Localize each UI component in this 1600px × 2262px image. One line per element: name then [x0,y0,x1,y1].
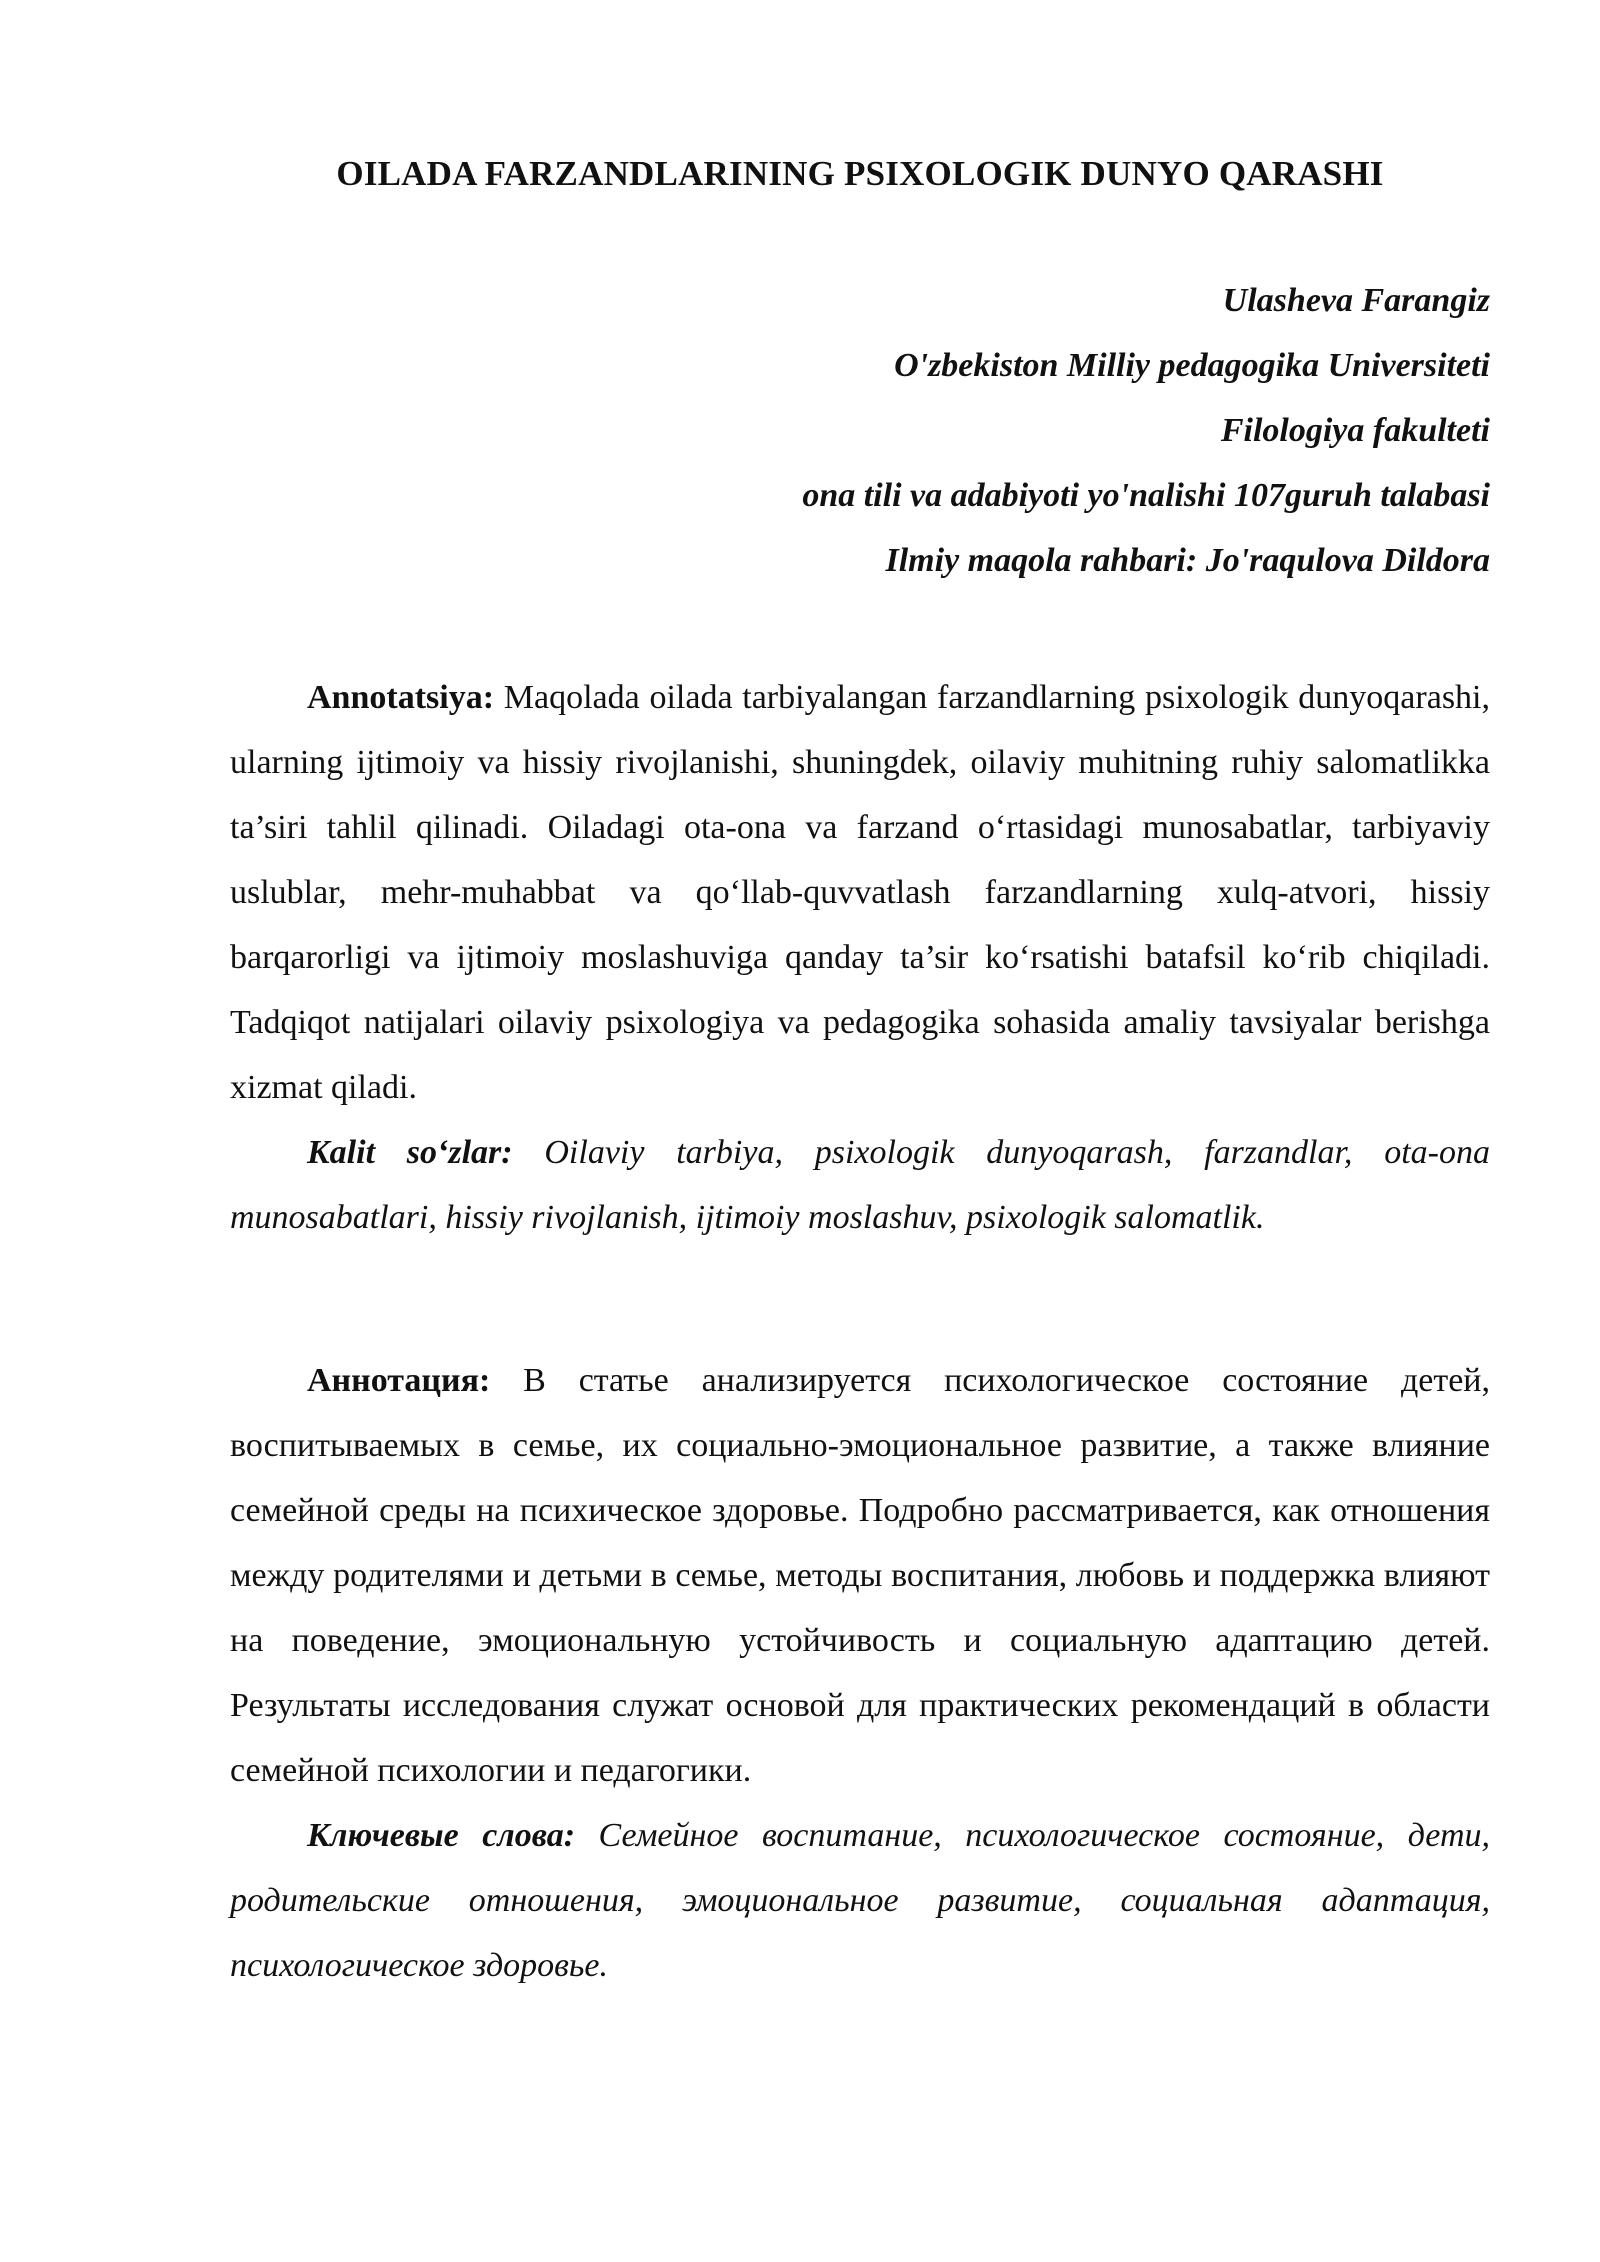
author-faculty: Filologiya fakulteti [1220,412,1490,449]
annotation-ru-label: Аннотация: [307,1362,491,1399]
keywords-uz [230,1120,1490,1250]
article-title: OILADA FARZANDLARINING PSIXOLOGIK DUNYO QARASHI [336,154,1384,193]
keywords-uz-label: Kalit so‘zlar: [307,1134,513,1171]
article-body [230,150,1490,1998]
author-name: Ulasheva Farangiz [1222,282,1490,319]
annotation-ru-text: В статье анализируется психологическое состояние детей, воспитываемых в семье, их социально-эмоциональное развитие, а также влияние семейной среды на психическое здоровье. Подробно рассматривается, как отношения между родителями и детьми в семье, методы воспитания, любовь и поддержка влияют на поведение, эмоциональную устойчивость и социальную адаптацию детей. Результаты исследования служат основой для практических рекомендаций в области семейной психологии и педагогики. [230,1362,1490,1789]
author-university: O'zbekiston Milliy pedagogika Universiteti [894,347,1490,384]
keywords-uz-text: Oilaviy tarbiya, psixologik dunyoqarash, farzandlar, ota-ona munosabatlari, hissiy rivojlanish, ijtimoiy moslashuv, psixologik salomatlik. [230,1134,1490,1236]
keywords-ru [230,1803,1490,1998]
author-group: ona tili va adabiyoti yo'nalishi 107guruh talabasi [802,477,1490,514]
annotation-ru [230,1348,1490,1803]
keywords-ru-label: Ключевые слова: [307,1817,576,1854]
author-info [230,268,1490,593]
author-supervisor: Ilmiy maqola rahbari: Jo'raqulova Dildora [885,542,1490,579]
annotation-uz [230,665,1490,1120]
annotation-uz-label: Annotatsiya: [307,679,495,716]
keywords-ru-text: Семейное воспитание, психологическое состояние, дети, родительские отношения, эмоциональное развитие, социальная адаптация, психологическое здоровье. [230,1817,1490,1984]
annotation-uz-text: Maqolada oilada tarbiyalangan farzandlarning psixologik dunyoqarashi, ularning ijtimoiy va hissiy rivojlanishi, shuningdek, oilaviy muhitning ruhiy salomatlikka ta’siri tahlil qilinadi. Oiladagi ota-ona va farzand o‘rtasidagi munosabatlar, tarbiyaviy uslublar, mehr-muhabbat va qo‘llab-quvvatlash farzandlarning xulq-atvori, hissiy barqarorligi va ijtimoiy moslashuviga qanday ta’sir ko‘rsatishi batafsil ko‘rib chiqiladi. Tadqiqot natijalari oilaviy psixologiya va pedagogika sohasida amaliy tavsiyalar berishga xizmat qiladi. [230,679,1490,1106]
